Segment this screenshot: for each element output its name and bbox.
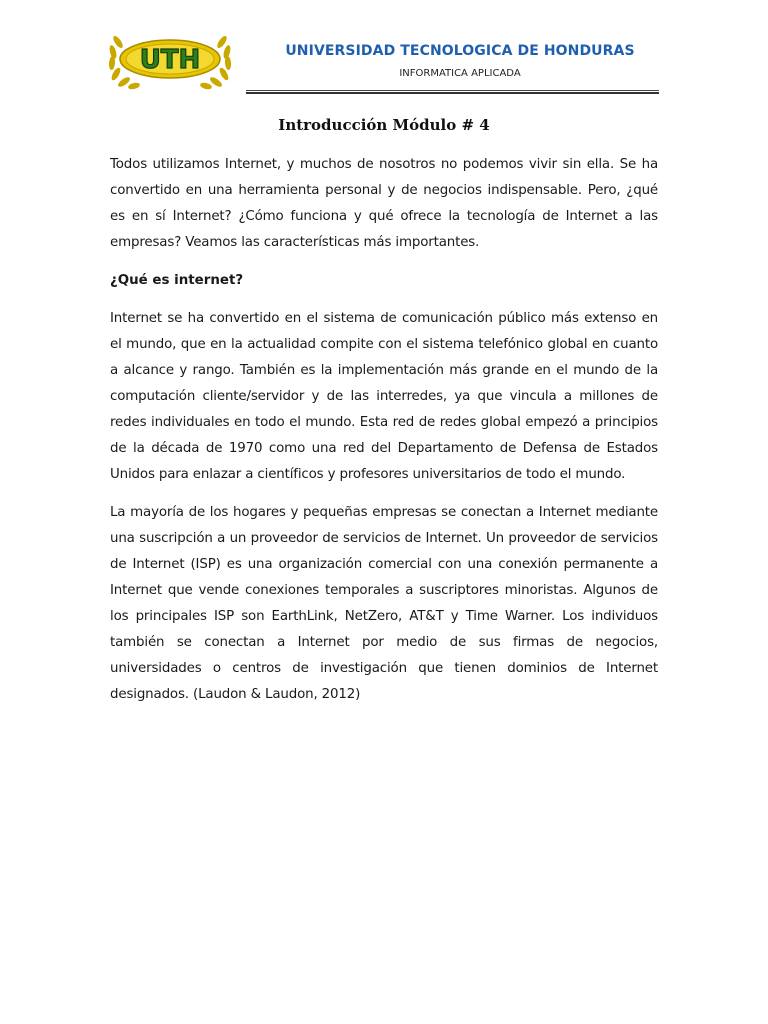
university-name: UNIVERSIDAD TECNOLOGICA DE HONDURAS bbox=[285, 43, 635, 59]
header-divider bbox=[246, 90, 659, 94]
body-paragraph-2: La mayoría de los hogares y pequeñas empresas se conectan a Internet mediante una suscripción a un proveedor de servicios de Internet. Un proveedor de servicios de Internet (ISP) es una organización comercial con una conexión permanente a Internet que vende conexiones temporales a suscriptores minoristas. Algunos de los principales ISP son EarthLink, NetZero, AT&T y Time Warner. Los individuos también se conectan a Internet por medio de sus firmas de negocios, universidades o centros de investigación que tienen dominios de Internet designados. (Laudon & Laudon, 2012) bbox=[110, 505, 658, 702]
intro-paragraph: Todos utilizamos Internet, y muchos de nosotros no podemos vivir sin ella. Se ha convertido en una herramienta personal y de negocios indispensable. Pero, ¿qué es en sí Internet? ¿Cómo funciona y qué ofrece la tecnología de Internet a las empresas? Veamos las características más importantes. bbox=[110, 157, 658, 250]
body-paragraph-1: Internet se ha convertido en el sistema de comunicación público más extenso en el mundo, que en la actualidad compite con el sistema telefónico global en cuanto a alcance y rango. También es la implementación más grande en el mundo de la computación cliente/servidor y de las interredes, ya que vincula a millones de redes individuales en todo el mundo. Esta red de redes global empezó a principios de la década de 1970 como una red del Departamento de Defensa de Estados Unidos para enlazar a científicos y profesores universitarios de todo el mundo. bbox=[110, 311, 658, 482]
svg-text:UTH: UTH bbox=[139, 45, 201, 75]
document-title: Introducción Módulo # 4 bbox=[278, 116, 490, 134]
section-heading: ¿Qué es internet? bbox=[110, 273, 244, 288]
university-logo bbox=[104, 28, 236, 90]
department-name: INFORMATICA APLICADA bbox=[399, 68, 521, 79]
laurel-wreath-icon bbox=[104, 28, 236, 90]
document-body bbox=[110, 152, 658, 720]
